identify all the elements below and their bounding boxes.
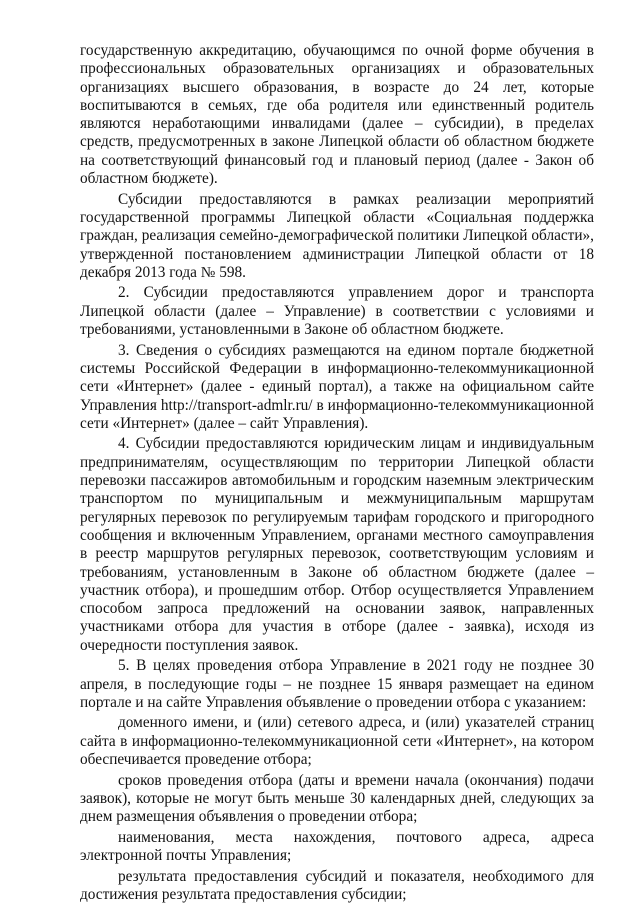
paragraph-terms: сроков проведения отбора (даты и времени начала (окончания) подачи заявок), которые не могут быть меньше 30 календарных дней, следующих за днем размещения объявления о проведении отбора; <box>80 771 594 826</box>
document-body <box>80 42 594 907</box>
paragraph-program: Субсидии предоставляются в рамках реализации мероприятий государственной программы Липецкой области «Социальная поддержка граждан, реализация семейно-демографической политики Липецкой области», утвержденной постановлением администрации Липецкой области от 18 декабря 2013 года № 598. <box>80 190 594 281</box>
paragraph-item-2: 2. Субсидии предоставляются управлением дорог и транспорта Липецкой области (далее – Управление) в соответствии с условиями и требованиями, установленными в Законе об областном бюджете. <box>80 284 594 339</box>
paragraph-item-5: 5. В целях проведения отбора Управление в 2021 году не позднее 30 апреля, в последующие годы – не позднее 15 января размещает на едином портале и на сайте Управления объявление о проведении отбора с указанием: <box>80 657 594 711</box>
paragraph-domain: доменного имени, и (или) сетевого адреса, и (или) указателей страниц сайта в информационно-телекоммуникационной сети «Интернет», на котором обеспечивается проведение отбора; <box>80 714 594 769</box>
paragraph-contacts: наименования, места нахождения, почтового адреса, адреса электронной почты Управления; <box>80 828 594 865</box>
paragraph-item-4: 4. Субсидии предоставляются юридическим лицам и индивидуальным предпринимателям, осуществляющим по территории Липецкой области перевозки пассажиров автомобильным и городским наземным электрическим транспортом по муниципальным и межмуниципальным маршрутам регулярных перевозок по регулируемым тарифам городского и пригородного сообщения и включенным Управлением, органами местного самоуправления в реестр маршрутов регулярных перевозок, соответствующим условиям и требованиям, установленным в Законе об областном бюджете (далее – участник отбора), и прошедшим отбор. Отбор осуществляется Управлением способом запроса предложений на основании заявок, направленных участниками отбора для участия в отборе (далее - заявка), исходя из очередности поступления заявок. <box>80 435 594 654</box>
paragraph-item-3: 3. Сведения о субсидиях размещаются на едином портале бюджетной системы Российской Федерации в информационно-телекоммуникационной сети «Интернет» (далее - единый портал), а также на официальном сайте Управления http://transport-admlr.ru/ в информационно-телекоммуникационной сети «Интернет» (далее – сайт Управления). <box>80 341 594 432</box>
paragraph-result: результата предоставления субсидий и показателя, необходимого для достижения результата предоставления субсидии; <box>80 867 594 904</box>
paragraph-continuation: государственную аккредитацию, обучающимся по очной форме обучения в профессиональных образовательных организациях и образовательных организациях высшего образования, в возрасте до 24 лет, которые воспитываются в семьях, где оба родителя или единственный родитель являются неработающими инвалидами (далее – субсидии), в пределах средств, предусмотренных в законе Липецкой области об областном бюджете на соответствующий финансовый год и плановый период (далее - Закон об областном бюджете). <box>80 42 594 188</box>
